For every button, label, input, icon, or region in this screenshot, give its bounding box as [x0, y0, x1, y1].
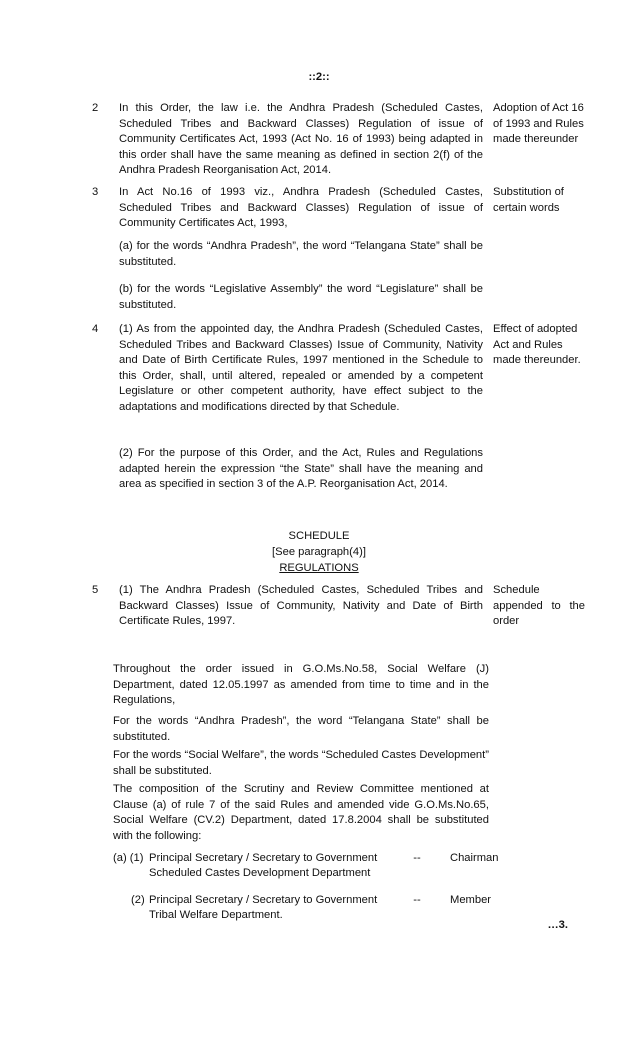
paragraph-text: In Act No.16 of 1993 viz., Andhra Pradesh (Scheduled Castes, Scheduled Tribes and Backward Classes) Regulation of issue of Community Certificates Act, 1993,: [119, 186, 483, 230]
marginal-note: Effect of adopted Act and Rules made thereunder.: [493, 323, 581, 367]
paragraph-number: 3: [92, 186, 99, 198]
schedule-heading: [0, 561, 638, 577]
marginal-note: Adoption of Act 16 of 1993 and Rules made thereunder: [493, 102, 584, 146]
committee-member-department: Tribal Welfare Department.: [149, 909, 283, 921]
committee-separator: --: [413, 894, 421, 906]
committee-member-title: Principal Secretary / Secretary to Government: [149, 852, 378, 864]
paragraph-number: 5: [92, 584, 99, 596]
committee-item-number: (2): [131, 894, 145, 906]
sub-clause-a: (a) for the words “Andhra Pradesh”, the word “Telangana State” shall be substituted.: [119, 240, 483, 268]
committee-role: Chairman: [450, 852, 499, 864]
paragraph-text: In this Order, the law i.e. the Andhra Pradesh (Scheduled Castes, Scheduled Tribes and Backward Classes) Regulation of issue of Community Certificates Act, 1993 (Act No. 16 of 1993) being adapted in this order shall have the same meaning as defined in section 2(f) of the Andhra Pradesh Reorganisation Act, 2014.: [119, 102, 483, 177]
marginal-note: Schedule appended to the order: [493, 584, 585, 628]
marginal-note: Substitution of certain words: [493, 186, 564, 214]
paragraph-text: (1) As from the appointed day, the Andhra Pradesh (Scheduled Castes, Scheduled Tribes and Backward Classes) Issue of Community, Nativity and Date of Birth Certificate Rules, 1997 mentioned in the Schedule to this Order, shall, until altered, repealed or amended by a competent Legislature or other competent authority, have effect subject to the adaptations and modifications directed by that Schedule.: [119, 323, 483, 413]
schedule-title: SCHEDULE: [288, 530, 350, 542]
committee-member-department: Scheduled Castes Development Department: [149, 867, 371, 879]
paragraph-number: 4: [92, 323, 99, 335]
committee-member-title: Principal Secretary / Secretary to Government: [149, 894, 378, 906]
schedule-subtitle: [See paragraph(4)]: [272, 546, 366, 558]
continuation-marker: …3.: [547, 919, 568, 931]
committee-role: Member: [450, 894, 492, 906]
committee-item-number: (a) (1): [113, 852, 144, 864]
sub-clause-b: (b) for the words “Legislative Assembly” the word “Legislature” shall be substituted.: [119, 283, 483, 311]
page-number-header: ::2::: [308, 71, 330, 83]
amendment-text: For the words “Andhra Pradesh”, the word “Telangana State” shall be substituted.: [113, 715, 489, 743]
amendment-text: Throughout the order issued in G.O.Ms.No.58, Social Welfare (J) Department, dated 12.05.1997 as amended from time to time and in the Regulations,: [113, 663, 489, 707]
paragraph-text: (1) The Andhra Pradesh (Scheduled Castes, Scheduled Tribes and Backward Classes) Issue of Community, Nativity and Date of Birth Certificate Rules, 1997.: [119, 584, 483, 628]
amendment-text: For the words “Social Welfare”, the words “Scheduled Castes Development” shall be substituted.: [113, 749, 489, 777]
regulations-label: REGULATIONS: [279, 562, 359, 574]
committee-separator: --: [413, 852, 421, 864]
amendment-text: The composition of the Scrutiny and Review Committee mentioned at Clause (a) of rule 7 of the said Rules and amended vide G.O.Ms.No.65, Social Welfare (CV.2) Department, dated 17.8.2004 shall be substituted with the following:: [113, 783, 489, 842]
paragraph-number: 2: [92, 102, 99, 114]
sub-clause-2: (2) For the purpose of this Order, and the Act, Rules and Regulations adapted herein the expression “the State” shall have the meaning and area as specified in section 3 of the A.P. Reorganisation Act, 2014.: [119, 447, 483, 491]
